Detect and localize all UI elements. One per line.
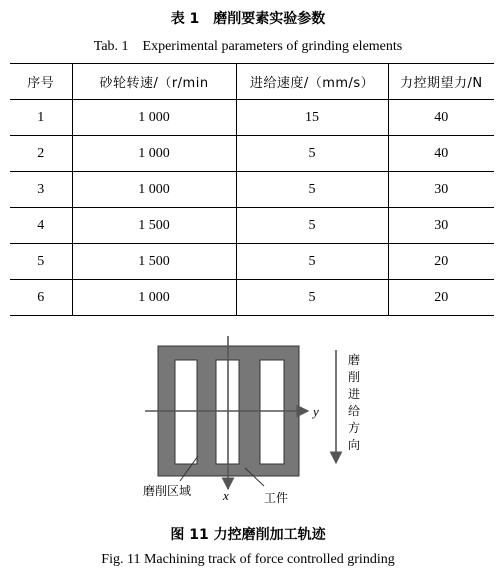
header-index: 序号 xyxy=(27,76,55,91)
feed-direction-label: 磨 削 进 给 方 向 xyxy=(347,353,360,452)
x-axis-label: x xyxy=(223,488,229,503)
figure-title-en: Fig. 11 Machining track of force controlled grinding xyxy=(101,552,395,567)
cell-feed-speed: 5 xyxy=(236,208,388,244)
cell-expected-force: 30 xyxy=(388,208,494,244)
cell-index: 6 xyxy=(37,289,45,305)
cell-expected-force: 20 xyxy=(388,244,494,280)
cell-feed-speed: 15 xyxy=(236,100,388,136)
grinding-area-slot xyxy=(260,360,284,464)
header-expected-force: 力控期望力/N xyxy=(388,64,494,100)
cell-index: 3 xyxy=(37,181,45,197)
cell-wheel-speed: 1 000 xyxy=(72,136,236,172)
cell-index: 2 xyxy=(37,145,45,161)
header-feed-speed: 进给速度/（mm/s） xyxy=(236,64,388,100)
cell-feed-speed: 5 xyxy=(236,172,388,208)
cell-index: 1 xyxy=(37,109,45,125)
cell-index: 5 xyxy=(37,253,45,269)
y-axis-label: y xyxy=(313,404,319,419)
cell-wheel-speed: 1 500 xyxy=(72,244,236,280)
cell-expected-force: 30 xyxy=(388,172,494,208)
cell-index: 4 xyxy=(37,217,45,233)
cell-feed-speed: 5 xyxy=(236,280,388,316)
table-title-en: Tab. 1 Experimental parameters of grinding elements xyxy=(93,39,403,54)
cell-wheel-speed: 1 000 xyxy=(72,280,236,316)
grinding-area-slot xyxy=(175,360,197,464)
cell-expected-force: 20 xyxy=(388,280,494,316)
cell-feed-speed: 5 xyxy=(236,244,388,280)
grinding-area-label: 磨削区域 xyxy=(143,484,192,498)
cell-expected-force: 40 xyxy=(388,136,494,172)
cell-wheel-speed: 1 000 xyxy=(72,100,236,136)
cell-expected-force: 40 xyxy=(388,100,494,136)
figure-title-cn: 图 11 力控磨削加工轨迹 xyxy=(170,527,326,543)
table-title-cn: 表 1 磨削要素实验参数 xyxy=(170,11,326,27)
cell-wheel-speed: 1 500 xyxy=(72,208,236,244)
cell-wheel-speed: 1 000 xyxy=(72,172,236,208)
cell-feed-speed: 5 xyxy=(236,136,388,172)
header-wheel-speed: 砂轮转速/（r/min xyxy=(72,64,236,100)
workpiece-label: 工件 xyxy=(264,491,289,505)
